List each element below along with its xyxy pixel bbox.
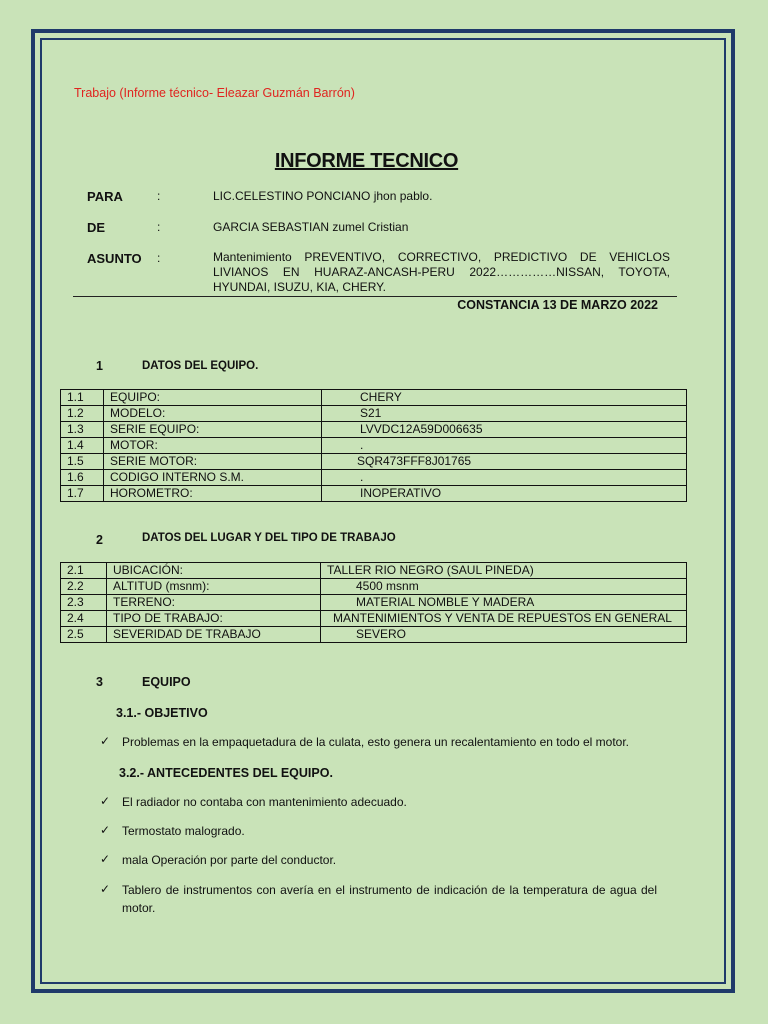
row-value: MANTENIMIENTOS Y VENTA DE REPUESTOS EN GENERAL (321, 611, 687, 627)
row-value: SQR473FFF8J01765 (322, 454, 687, 470)
row-label: SEVERIDAD DE TRABAJO (107, 627, 321, 643)
check-icon: ✓ (100, 823, 111, 837)
row-value: CHERY (322, 390, 687, 406)
row-number: 2.2 (61, 579, 107, 595)
row-number: 2.4 (61, 611, 107, 627)
row-number: 1.4 (61, 438, 104, 454)
row-number: 2.1 (61, 563, 107, 579)
row-value: TALLER RIO NEGRO (SAUL PINEDA) (321, 563, 687, 579)
para-label: PARA (87, 189, 123, 204)
table-row (61, 579, 687, 595)
row-label: EQUIPO: (104, 390, 322, 406)
section2-number: 2 (96, 533, 103, 547)
antecedente-item: El radiador no contaba con mantenimiento adecuado. (122, 795, 407, 809)
asunto-value: Mantenimiento PREVENTIVO, CORRECTIVO, PREDICTIVO DE VEHICLOS LIVIANOS EN HUARAZ-ANCASH-PERU 2022……………NISSAN, TOYOTA, HYUNDAI, ISUZU, KIA, CHERY. (213, 250, 670, 294)
section3-number: 3 (96, 675, 103, 689)
para-colon: : (157, 189, 161, 203)
check-icon: ✓ (100, 734, 111, 748)
para-value: LIC.CELESTINO PONCIANO jhon pablo. (213, 189, 433, 203)
table-row (61, 486, 687, 502)
objetivo-title: 3.1.- OBJETIVO (116, 706, 208, 720)
table-row (61, 454, 687, 470)
row-value: SEVERO (321, 627, 687, 643)
table-row (61, 422, 687, 438)
row-number: 1.7 (61, 486, 104, 502)
check-icon: ✓ (100, 852, 111, 866)
constancia-date: CONSTANCIA 13 DE MARZO 2022 (457, 298, 658, 312)
header-divider (73, 296, 677, 297)
section1-number: 1 (96, 359, 103, 373)
author-line: Trabajo (Informe técnico- Eleazar Guzmán Barrón) (74, 86, 355, 100)
antecedente-item: mala Operación por parte del conductor. (122, 853, 337, 867)
row-number: 2.5 (61, 627, 107, 643)
table-row (61, 406, 687, 422)
antecedente-item: Termostato malogrado. (122, 824, 245, 838)
antecedente-item: Tablero de instrumentos con avería en el instrumento de indicación de la temperatura de agua del motor. (122, 883, 657, 915)
row-label: CODIGO INTERNO S.M. (104, 470, 322, 486)
table-row (61, 611, 687, 627)
antecedentes-title: 3.2.- ANTECEDENTES DEL EQUIPO. (119, 766, 333, 780)
row-label: MOTOR: (104, 438, 322, 454)
table-row (61, 595, 687, 611)
row-number: 1.5 (61, 454, 104, 470)
section1-title: DATOS DEL EQUIPO. (142, 360, 259, 372)
table-row (61, 563, 687, 579)
row-label: SERIE EQUIPO: (104, 422, 322, 438)
check-icon: ✓ (100, 794, 111, 808)
table-row (61, 390, 687, 406)
row-label: SERIE MOTOR: (104, 454, 322, 470)
section3-title: EQUIPO (142, 675, 191, 689)
row-value: LVVDC12A59D006635 (322, 422, 687, 438)
equipment-table (60, 389, 687, 502)
de-colon: : (157, 220, 161, 234)
row-value: . (322, 470, 687, 486)
row-value: MATERIAL NOMBLE Y MADERA (321, 595, 687, 611)
row-value: . (322, 438, 687, 454)
section2-title: DATOS DEL LUGAR Y DEL TIPO DE TRABAJO (142, 532, 396, 544)
row-label: ALTITUD (msnm): (107, 579, 321, 595)
row-label: TIPO DE TRABAJO: (107, 611, 321, 627)
table-row (61, 438, 687, 454)
location-table (60, 562, 687, 643)
row-number: 2.3 (61, 595, 107, 611)
asunto-label: ASUNTO (87, 251, 142, 266)
row-label: TERRENO: (107, 595, 321, 611)
objetivo-item: Problemas en la empaquetadura de la culata, esto genera un recalentamiento en todo el motor. (122, 735, 629, 749)
page-border-inner (40, 38, 726, 984)
table-row (61, 470, 687, 486)
row-number: 1.1 (61, 390, 104, 406)
row-label: HOROMETRO: (104, 486, 322, 502)
check-icon: ✓ (100, 882, 111, 896)
table-row (61, 627, 687, 643)
row-number: 1.2 (61, 406, 104, 422)
row-value: INOPERATIVO (322, 486, 687, 502)
row-label: UBICACIÓN: (107, 563, 321, 579)
row-value: 4500 msnm (321, 579, 687, 595)
row-number: 1.6 (61, 470, 104, 486)
row-value: S21 (322, 406, 687, 422)
row-label: MODELO: (104, 406, 322, 422)
asunto-colon: : (157, 251, 161, 265)
de-value: GARCIA SEBASTIAN zumel Cristian (213, 220, 409, 234)
document-title: INFORME TECNICO (274, 150, 459, 172)
de-label: DE (87, 220, 106, 235)
row-number: 1.3 (61, 422, 104, 438)
